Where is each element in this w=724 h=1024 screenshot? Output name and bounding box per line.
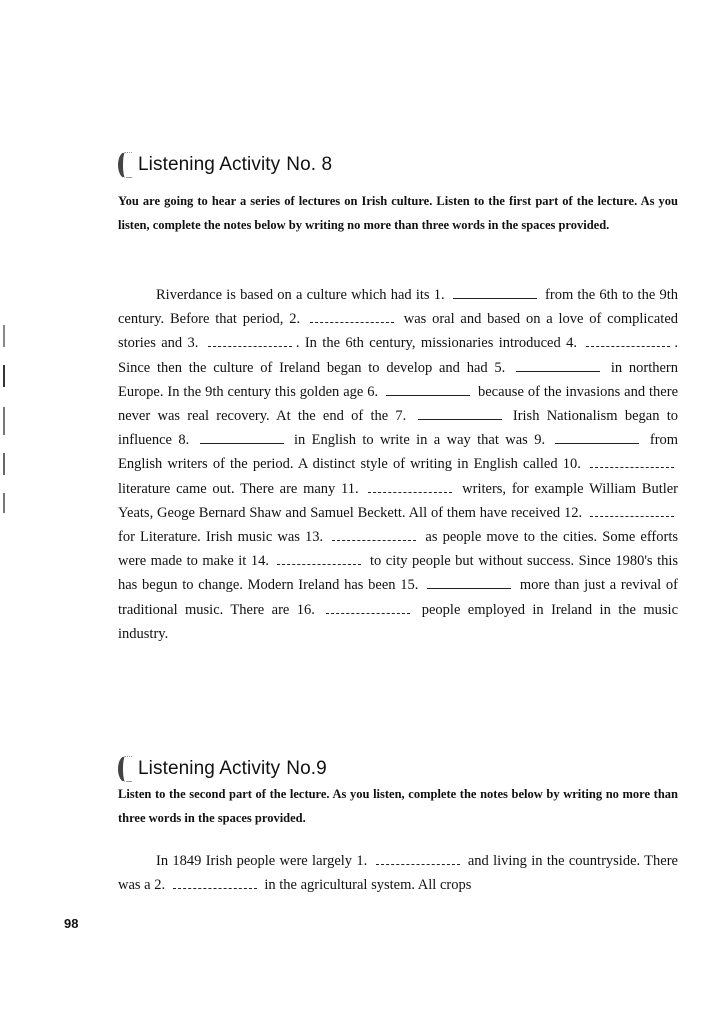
answer-blank-7[interactable] [418,407,502,420]
scan-margin-marks [3,325,15,515]
answer-blank-12[interactable] [590,504,674,517]
crescent-icon [118,756,132,782]
passage-text: in northern Europe. In the 9th century this golden age 6. [118,359,679,400]
passage-text: In 1849 Irish people were largely 1. [156,853,368,869]
answer-blank-4[interactable] [586,334,670,347]
passage-text: from the 6th to the 9th century. Before that period, 2. [118,287,678,328]
passage-text: in the agricultural system. All crops [264,877,472,894]
activity-9-title: Listening Activity [138,758,281,779]
answer-blank-1[interactable] [453,286,537,299]
answer-blank-2[interactable] [173,876,257,889]
crescent-icon [118,152,132,178]
passage-text: . Since then the culture of Ireland began to develop and had 5. [118,335,679,376]
answer-blank-15[interactable] [427,576,511,589]
activity-9-passage [118,849,678,897]
page-number: 98 [64,916,79,931]
activity-9-number: No.9 [286,758,327,779]
answer-blank-9[interactable] [555,431,639,444]
answer-blank-8[interactable] [200,431,284,444]
answer-blank-11[interactable] [368,480,452,493]
passage-text: more than just a revival of traditional music. There are 16. [118,577,679,618]
activity-9-heading [118,756,327,782]
answer-blank-14[interactable] [277,552,361,565]
passage-text: for Literature. Irish music was 13. [118,529,324,546]
activity-8-title: Listening Activity [138,154,281,175]
answer-blank-5[interactable] [516,359,600,372]
answer-blank-6[interactable] [386,383,470,396]
passage-text: in English to write in a way that was 9. [293,432,546,449]
passage-text: and living in the countryside. There was a 2. [118,853,678,894]
passage-text: because of the invasions and there never was real recovery. At the end of the 7. [118,383,679,425]
answer-blank-3[interactable] [208,334,292,347]
activity-9-instructions: Listen to the second part of the lecture. As you listen, complete the notes below by writing no more than three words in the spaces provided. [118,787,678,825]
passage-text: literature came out. There are many 11. [118,480,359,497]
passage-text: as people move to the cities. Some efforts were made to make it 14. [118,529,679,570]
passage-text: writers, for example William Butler Yeats, Geoge Bernard Shaw and Samuel Beckett. All of them have received 12. [118,480,679,521]
passage-text: . In the 6th century, missionaries introduced 4. [295,335,577,352]
passage-text: Riverdance is based on a culture which had its 1. [156,287,445,303]
answer-blank-1[interactable] [376,852,460,865]
answer-blank-2[interactable] [310,310,394,323]
activity-8-passage [118,283,678,646]
answer-blank-10[interactable] [590,455,674,468]
activity-8-instructions: You are going to hear a series of lectures on Irish culture. Listen to the first part of the lecture. As you listen, complete the notes below by writing no more than three words in the spaces provided. [118,194,678,232]
passage-text: people employed in Ireland in the music industry. [118,601,679,642]
passage-text: to city people but without success. Since 1980's this has begun to change. Modern Ireland has been 15. [118,553,679,594]
activity-8-number: No. 8 [286,154,333,175]
answer-blank-13[interactable] [332,528,416,541]
passage-text: was oral and based on a love of complicated stories and 3. [118,311,679,352]
activity-8-heading [118,152,332,178]
passage-text: from English writers of the period. A distinct style of writing in English called 10. [118,432,679,473]
passage-text: Irish Nationalism began to influence 8. [118,408,679,449]
answer-blank-16[interactable] [326,601,410,614]
